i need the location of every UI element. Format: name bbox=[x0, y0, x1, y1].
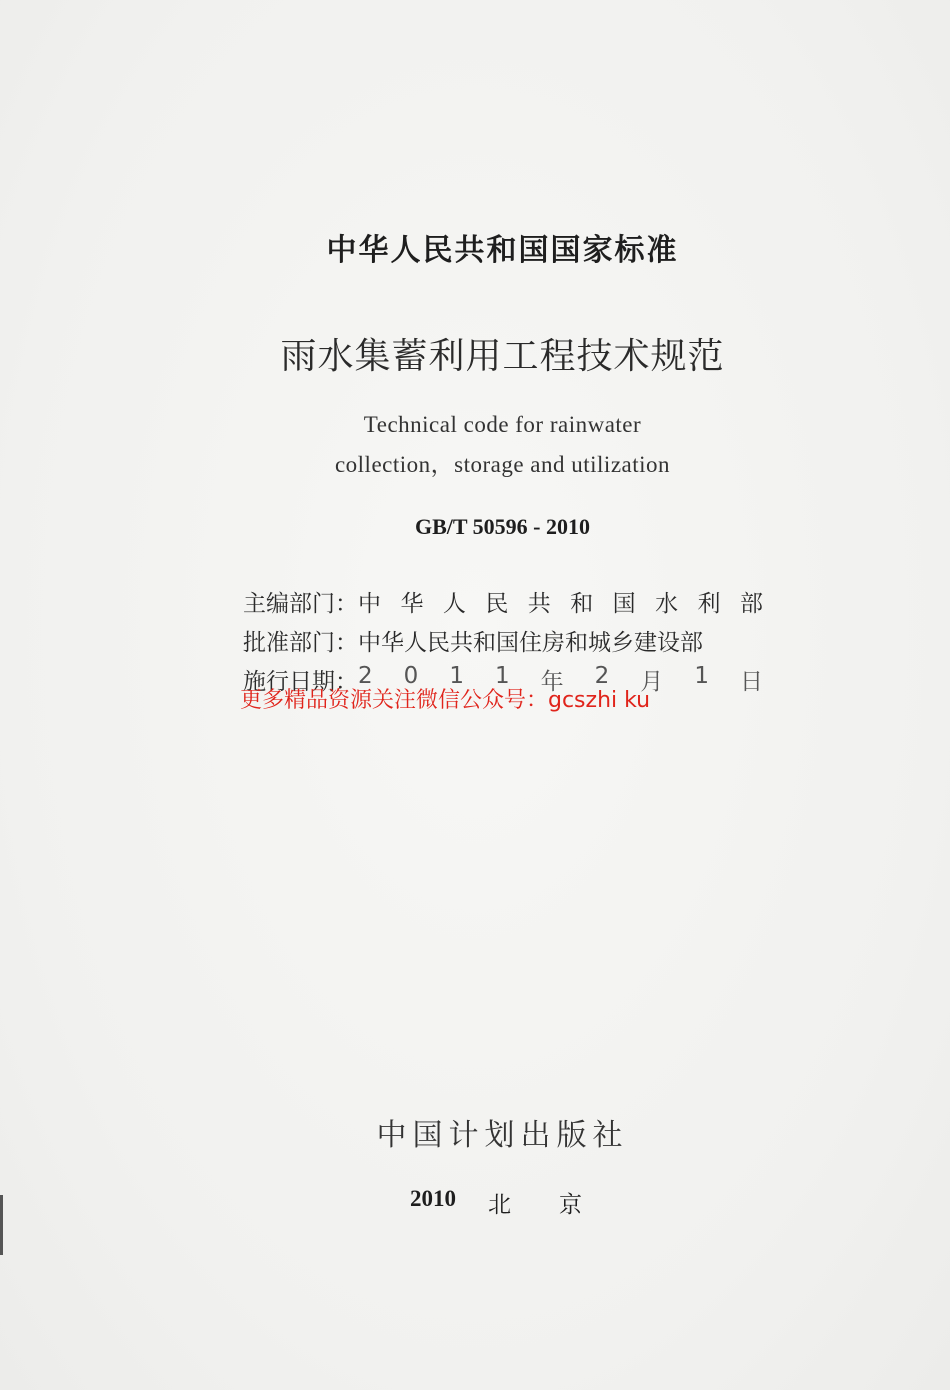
watermark-text: 更多精品资源关注微信公众号：gcszhi ku bbox=[240, 688, 651, 713]
approving-department bbox=[243, 624, 763, 657]
standard-code: GB/T 50596 - 2010 bbox=[414, 514, 590, 539]
char: 部 bbox=[739, 591, 763, 617]
char: 日 bbox=[739, 669, 763, 695]
chief-editor-value bbox=[358, 585, 763, 618]
standard-category-title: 中华人民共和国国家标准 bbox=[326, 233, 679, 268]
char: 1 bbox=[694, 663, 709, 689]
publication-city: 北京 bbox=[488, 1192, 630, 1218]
publication-year: 2010 bbox=[410, 1186, 456, 1211]
char: 人 bbox=[442, 591, 466, 617]
char: 1 bbox=[449, 663, 464, 689]
char: 1 bbox=[494, 663, 510, 689]
char: 2 bbox=[358, 663, 373, 689]
char: 水 bbox=[655, 591, 679, 617]
chief-editor-label: 主编部门： bbox=[243, 591, 358, 617]
approving-label: 批准部门： bbox=[243, 630, 358, 656]
char: 2 bbox=[594, 663, 610, 689]
char: 华 bbox=[400, 591, 424, 617]
char: 月 bbox=[640, 669, 664, 695]
scan-edge-mark bbox=[0, 1195, 3, 1255]
implementation-date-label: 施行日期： bbox=[243, 669, 358, 695]
chief-editor-department bbox=[243, 585, 763, 618]
char: 中 bbox=[358, 591, 381, 617]
char: 共 bbox=[527, 591, 551, 617]
english-title-line-1: Technical code for rainwater bbox=[363, 412, 642, 437]
approving-value: 中华人民共和国住房和城乡建设部 bbox=[358, 630, 703, 656]
char: 利 bbox=[697, 591, 721, 617]
char: 0 bbox=[403, 663, 419, 689]
char: 和 bbox=[570, 591, 594, 617]
publication-line bbox=[410, 1186, 630, 1219]
char: 年 bbox=[540, 669, 564, 695]
char: 国 bbox=[612, 591, 636, 617]
publisher-name: 中国计划出版社 bbox=[376, 1118, 629, 1153]
chinese-title: 雨水集蓄利用工程技术规范 bbox=[280, 336, 725, 377]
english-title bbox=[0, 405, 950, 485]
char: 民 bbox=[485, 591, 509, 617]
english-title-line-2: collection，storage and utilization bbox=[334, 452, 671, 477]
